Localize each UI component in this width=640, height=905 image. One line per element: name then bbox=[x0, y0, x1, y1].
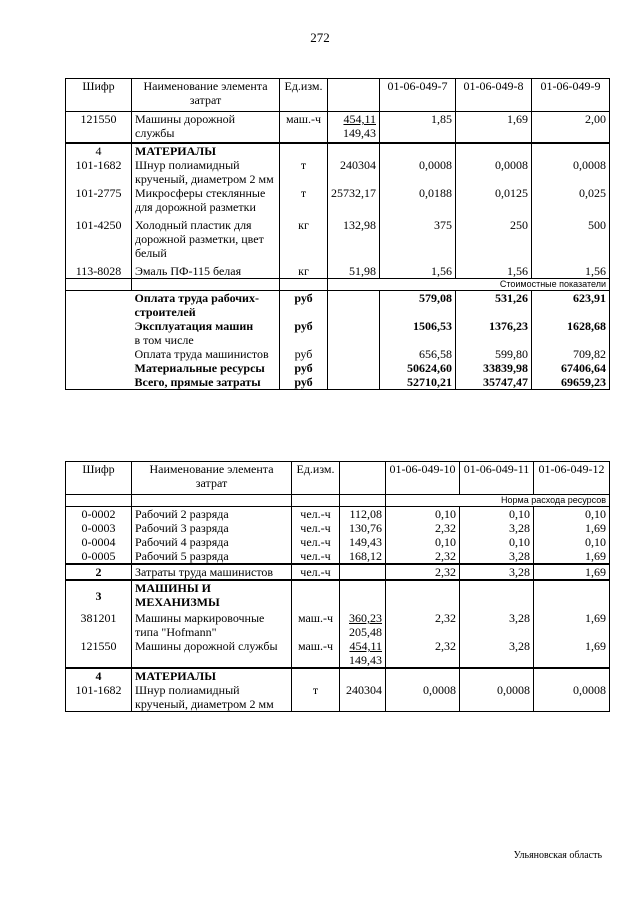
page-number: 272 bbox=[310, 30, 330, 45]
row-name: Машины дорожной службы bbox=[132, 112, 280, 144]
table-row: 0-0005 Рабочий 5 разряда чел.-ч 168,12 2,32 3,28 1,69 bbox=[66, 549, 610, 564]
section-materials: МАТЕРИАЛЫ Шнур полиамидный крученый, диаметром 2 мм bbox=[132, 143, 280, 186]
price-top: 454,11 bbox=[343, 112, 376, 126]
table-row: 2 Затраты труда машинистов чел.-ч 2,32 3,28 1,69 bbox=[66, 564, 610, 580]
header-price bbox=[340, 462, 386, 495]
row-value-3: 2,00 bbox=[532, 112, 610, 144]
table-row: 381201 Машины маркировочные типа "Hofmann" маш.-ч 360,23 205,48 2,32 3,28 1,69 bbox=[66, 611, 610, 639]
cost-table-1 bbox=[65, 78, 610, 390]
header-name: Наименование элемента затрат bbox=[132, 79, 280, 112]
table-row: 0-0003 Рабочий 3 разряда чел.-ч 130,76 2,32 3,28 1,69 bbox=[66, 521, 610, 535]
price-bottom: 149,43 bbox=[343, 126, 376, 140]
norm-label: Норма расхода ресурсов bbox=[386, 495, 610, 507]
table-row: 101-2775 Микросферы стеклянные для дорожной разметки т 25732,17 0,0188 0,0125 0,025 bbox=[66, 186, 610, 218]
table-row: 0-0002 Рабочий 2 разряда чел.-ч 112,08 0,10 0,10 0,10 bbox=[66, 507, 610, 522]
header-col2: 01-06-049-8 bbox=[456, 79, 532, 112]
norm-label-row bbox=[66, 495, 610, 507]
row-value-1: 1,85 bbox=[380, 112, 456, 144]
table-header bbox=[66, 462, 610, 495]
footer-region: Ульяновская область bbox=[513, 850, 602, 861]
header-code: Шифр bbox=[66, 462, 132, 495]
cost-row: Оплата труда рабочих-строителей руб 579,08 531,26 623,91 bbox=[66, 291, 610, 320]
header-unit: Ед.изм. bbox=[292, 462, 340, 495]
header-price bbox=[328, 79, 380, 112]
cost-row: Всего, прямые затраты руб 52710,21 35747,47 69659,23 bbox=[66, 375, 610, 390]
header-col3: 01-06-049-9 bbox=[532, 79, 610, 112]
header-col1: 01-06-049-7 bbox=[380, 79, 456, 112]
cost-row: Оплата труда машинистов руб 656,58 599,80 709,82 bbox=[66, 347, 610, 361]
table-row bbox=[66, 112, 610, 144]
cost-row: Эксплуатация машин в том числе руб 1506,53 1376,23 1628,68 bbox=[66, 319, 610, 347]
table-row: 121550 Машины дорожной службы маш.-ч 454,11 149,43 2,32 3,28 1,69 bbox=[66, 639, 610, 668]
row-price bbox=[328, 112, 380, 144]
section-row: 4 101-1682 МАТЕРИАЛЫ Шнур полиамидный крученый, диаметром 2 мм т 240304 0,0008 0,0008 0,0008 bbox=[66, 143, 610, 186]
header-col3: 01-06-049-12 bbox=[534, 462, 610, 495]
row-code: 121550 bbox=[66, 112, 132, 144]
section-row: 4 101-1682 МАТЕРИАЛЫ Шнур полиамидный крученый, диаметром 2 мм т 240304 0,0008 0,0008 0,0008 bbox=[66, 668, 610, 712]
row-value-2: 1,69 bbox=[456, 112, 532, 144]
table-row: 0-0004 Рабочий 4 разряда чел.-ч 149,43 0,10 0,10 0,10 bbox=[66, 535, 610, 549]
table-header bbox=[66, 79, 610, 112]
cost-label-row bbox=[66, 279, 610, 291]
table-row: 101-4250 Холодный пластик для дорожной разметки, цвет белый кг 132,98 375 250 500 bbox=[66, 218, 610, 264]
table-row: 113-8028 Эмаль ПФ-115 белая кг 51,98 1,56 1,56 1,56 bbox=[66, 264, 610, 279]
section-num: 4 101-1682 bbox=[66, 143, 132, 186]
cost-label: Стоимостные показатели bbox=[328, 279, 610, 291]
header-unit: Ед.изм. bbox=[280, 79, 328, 112]
cost-row: Материальные ресурсы руб 50624,60 33839,98 67406,64 bbox=[66, 361, 610, 375]
row-unit: маш.-ч bbox=[280, 112, 328, 144]
section-row: 3 МАШИНЫ И МЕХАНИЗМЫ bbox=[66, 580, 610, 611]
header-code: Шифр bbox=[66, 79, 132, 112]
header-col2: 01-06-049-11 bbox=[460, 462, 534, 495]
header-col1: 01-06-049-10 bbox=[386, 462, 460, 495]
cost-table-2 bbox=[65, 461, 610, 712]
header-name: Наименование элемента затрат bbox=[132, 462, 292, 495]
